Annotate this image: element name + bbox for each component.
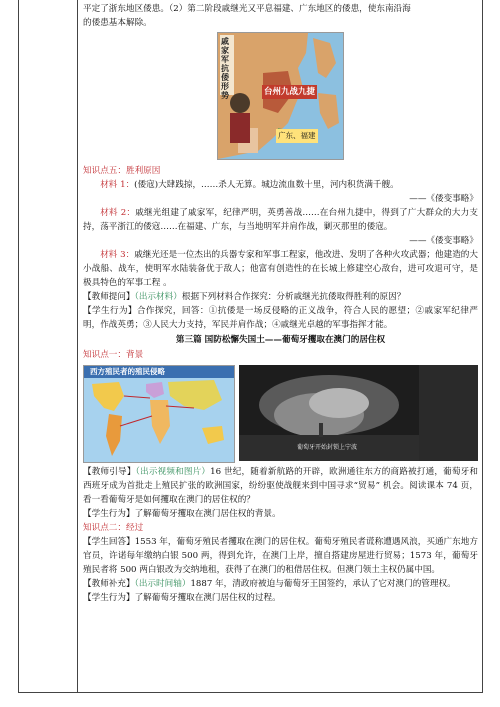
kp5-value: 胜利原因 (125, 166, 161, 176)
teacher-guide-paren: （出示视频和图片） (135, 467, 211, 477)
knowledge-point-1 (83, 348, 478, 362)
material-3-label: 材料 3： (100, 250, 135, 260)
teacher-question-text: 根据下列材料合作探究：分析戚继光抗倭取得胜利的原因？ (181, 292, 406, 302)
kp5-label: 知识点五： (83, 166, 126, 176)
material-3-text: 戚继光还是一位杰出的兵器专家和军事工程家，他改进、发明了各种火攻武器；他建造的大小战船、战车，使明军水陆装备优于敌人；他富有创造性的在长城上修建空心敌台，进可攻退可守，是极具特色的军事工程 。 (83, 250, 478, 288)
teacher-question-label: 【教师提问】 (83, 292, 135, 302)
material-1-source: ——《倭变事略》 (409, 194, 478, 204)
kp1-label: 知识点一： (83, 350, 126, 360)
map-title: 戚家军抗倭形势 (221, 37, 229, 100)
teacher-guide-text: 16 世纪，随着新航路的开辟，欧洲通往东方的商路被打通，葡萄牙和西班牙成为首批走上殖民扩张的欧洲国家，纷纷驱使战舰来到中国寻求“贸易” 机会。阅读课本 74 页，看一看葡萄牙是如何攫取在澳门的居住权的？ (83, 467, 478, 505)
video-caption: 葡萄牙开始封锁上宁波 (297, 444, 358, 451)
paragraph-line: 平定了浙东地区倭患。（2）第二阶段戚继光又平息福建、广东地区的倭患，使东南沿海 (83, 4, 411, 14)
material-2-source: ——《倭变事略》 (409, 236, 478, 246)
teacher-supplement-paren: （出示时间轴） (134, 579, 191, 589)
lesson-content (83, 2, 478, 605)
column-divider (77, 0, 78, 692)
teacher-guide (83, 465, 478, 507)
student-behavior-1 (83, 304, 478, 332)
map-label-guangdong: 广东、福建 (276, 129, 318, 143)
student-4-text: 了解葡萄牙攫取在澳门居住权的过程。 (134, 593, 281, 603)
map-label-taizhou: 台州九战九捷 (264, 87, 316, 97)
student-3-text: 1553 年，葡萄牙殖民者攫取在澳门的居住权。葡萄牙殖民者谎称遭遇风浪，买通广东地方官员，许诺每年缴纳白银 500 两，得到允许，在澳门上岸，擅自搭建房屋进行贸易；1573 年，葡萄牙殖民者将 500 两白银改为交纳地租，获得了在澳门的租借居住权。但澳门领土主权仍属中国。 (83, 537, 478, 575)
student-behavior-2 (83, 507, 478, 521)
knowledge-point-2 (83, 521, 478, 535)
qi-army-campaign-map (217, 32, 344, 160)
knowledge-point-5 (83, 164, 478, 178)
student-2-text: 了解葡萄牙攫取在澳门居住权的背景。 (134, 509, 281, 519)
material-1-label: 材料 1： (100, 180, 135, 190)
paragraph-line: 的倭患基本解除。 (83, 18, 152, 28)
teacher-supplement (83, 577, 478, 591)
teacher-supplement-text: 1887 年，清政府被迫与葡萄牙王国签约，承认了它对澳门的管理权。 (190, 579, 456, 589)
world-map-graphic (84, 366, 234, 462)
world-map-title: 西方殖民者的殖民侵略 (90, 367, 165, 376)
section-3-title: 第三篇 国防松懈失国土——葡萄牙攫取在澳门的居住权 (175, 335, 386, 345)
student-1-text: 合作探究，回答：①抗倭是一场反侵略的正义战争，符合人民的愿望；②戚家军纪律严明，作战英勇；③人民大力支持，军民并肩作战；④戚继光卓越的军事指挥才能。 (83, 306, 478, 330)
student-answer (83, 535, 478, 577)
material-2-text: 戚继光组建了戚家军，纪律严明，英勇善战……在台州九捷中，得到了广大群众的大力支持，荡平浙江的倭寇……在福建、广东，与当地明军并肩作战，剿灭那里的倭寇。 (83, 208, 478, 232)
colonial-world-map (83, 365, 235, 463)
student-3-label: 【学生回答】 (83, 537, 135, 547)
material-1 (83, 178, 478, 192)
teacher-question-paren: （出示材料） (134, 292, 182, 302)
material-1-text: (倭寇)大肆践掠，……杀人无算。城边流血数十里，河内积货满千艘。 (134, 180, 399, 190)
teacher-supplement-label: 【教师补充】 (83, 579, 135, 589)
kp1-value: 背景 (125, 350, 144, 360)
student-1-label: 【学生行为】 (83, 306, 137, 316)
material-2-label: 材料 2： (100, 208, 136, 218)
material-3 (83, 248, 478, 290)
kp2-label: 知识点二： (83, 523, 126, 533)
student-4-label: 【学生行为】 (83, 593, 135, 603)
video-still (239, 365, 478, 461)
student-behavior-4 (83, 591, 478, 605)
teacher-question (83, 290, 478, 304)
background-images (83, 365, 478, 461)
student-2-label: 【学生行为】 (83, 509, 135, 519)
material-2 (83, 206, 478, 234)
kp2-value: 经过 (125, 523, 144, 533)
teacher-guide-label: 【教师引导】 (83, 467, 136, 477)
